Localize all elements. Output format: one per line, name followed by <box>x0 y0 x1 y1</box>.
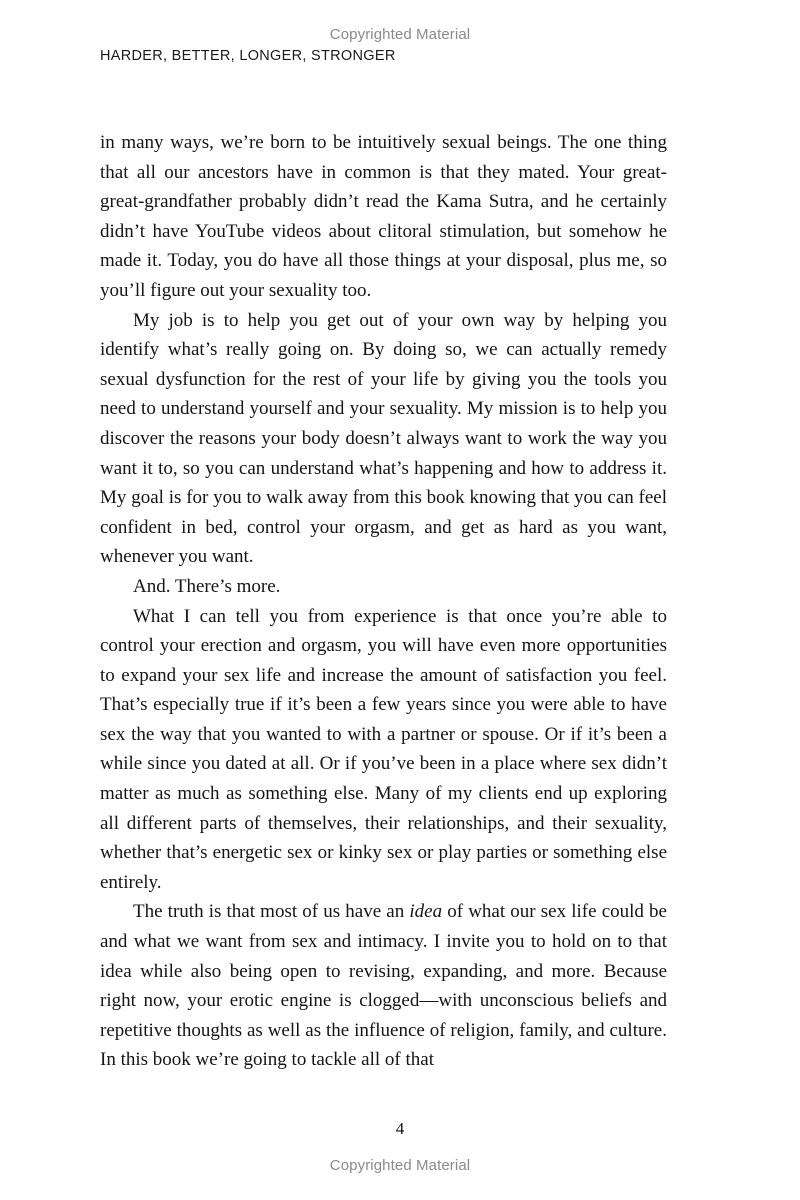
paragraph-5-text-after: of what our sex life could be and what we want from sex and intimacy. I invite you to hold on to that idea while also being open to revising, expanding, and more. Because right now, your erotic engine is clogged—with unconscious beliefs and repetitive thoughts as well as the influence of religion, family, and culture. In this book we’re going to tackle all of that <box>100 901 667 1071</box>
paragraph-5-text-before: The truth is that most of us have an <box>133 901 410 923</box>
body-text <box>100 128 667 1075</box>
paragraph-5-emphasis: idea <box>409 901 443 923</box>
paragraph-4: What I can tell you from experience is that once you’re able to control your erection and orgasm, you will have even more opportunities to expand your sex life and increase the amount of satisfaction you feel. That’s especially true if it’s been a few years since you were able to have sex the way that you wanted to with a partner or spouse. Or if it’s been a while since you dated at all. Or if you’ve been in a place where sex didn’t matter as much as something else. Many of my clients end up exploring all different parts of themselves, their relationships, and their sexuality, whether that’s energetic sex or kinky sex or play parties or something else entirely. <box>100 605 667 893</box>
paragraph-3: And. There’s more. <box>133 575 281 597</box>
paragraph-2: My job is to help you get out of your own way by helping you identify what’s really going on. By doing so, we can actually remedy sexual dysfunction for the rest of your life by giving you the tools you need to understand yourself and your sexuality. My mission is to help you discover the reasons your body doesn’t always want to work the way you want it to, so you can understand what’s happening and how to address it. My goal is for you to walk away from this book knowing that you can feel confident in bed, control your orgasm, and get as hard as you want, whenever you want. <box>100 309 667 568</box>
page-number: 4 <box>395 1119 405 1138</box>
copyright-watermark-bottom: Copyrighted Material <box>329 1157 471 1174</box>
paragraph-5 <box>100 897 667 1075</box>
running-head: HARDER, BETTER, LONGER, STRONGER <box>100 48 396 64</box>
copyright-watermark-top: Copyrighted Material <box>329 26 471 43</box>
paragraph-1: in many ways, we’re born to be intuitively sexual beings. The one thing that all our ancestors have in common is that they mated. Your great-great-grandfather probably didn’t read the Kama Sutra, and he certainly didn’t have YouTube videos about clitoral stimulation, but somehow he made it. Today, you do have all those things at your disposal, plus me, so you’ll figure out your sexuality too. <box>100 132 667 301</box>
